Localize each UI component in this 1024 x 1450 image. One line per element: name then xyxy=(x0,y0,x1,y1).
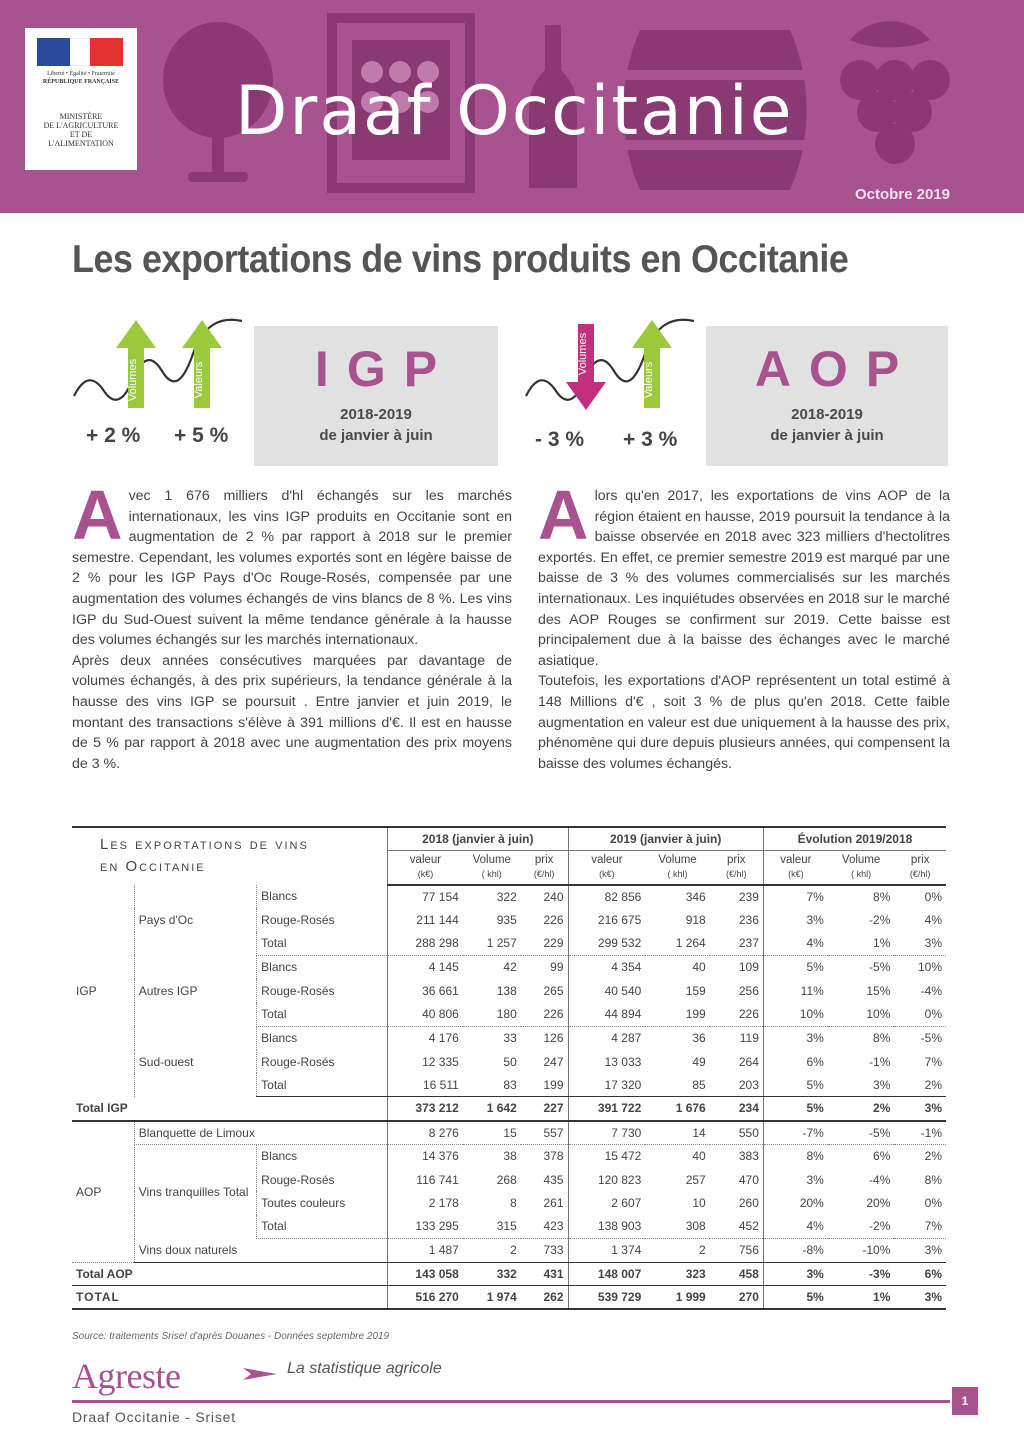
igp-volume-change: + 2 % xyxy=(86,424,141,447)
page-title: Les exportations de vins produits en Occitanie xyxy=(72,238,849,281)
aop-trend-graphic xyxy=(524,318,696,422)
group-2018: 2018 (janvier à juin) xyxy=(388,827,568,851)
footer-divider xyxy=(72,1400,950,1403)
table-row: Rouge-Rosés 116 741 268 435 120 823 257 470 3% -4% 8% xyxy=(72,1168,946,1192)
igp-text-column xyxy=(72,476,512,774)
table-row: Total 40 806 180 226 44 894 199 226 10% 10% 0% xyxy=(72,1003,946,1027)
agreste-tagline: La statistique agricole xyxy=(287,1360,442,1377)
grand-total-row: TOTAL 516 270 1 974 262 539 729 1 999 270 5% 1% 3% xyxy=(72,1286,946,1310)
igp-arrow1-label: Volumes xyxy=(127,358,139,402)
col-header: Volume ( khl) xyxy=(828,851,895,885)
publication-date: Octobre 2019 xyxy=(854,186,950,203)
aop-period-months: de janvier à juin xyxy=(770,427,884,444)
aop-period-year: 2018-2019 xyxy=(791,406,863,423)
aop-label: AOP xyxy=(754,341,918,397)
igp-value-change: + 5 % xyxy=(174,424,229,447)
group-evolution: Évolution 2019/2018 xyxy=(763,827,946,851)
table-row: AOP Blanquette de Limoux 8 276 15 557 7 730 14 550 -7% -5% -1% xyxy=(72,1121,946,1145)
table-row: Vins tranquilles Total Blancs 14 376 38 378 15 472 40 383 8% 6% 2% xyxy=(72,1144,946,1168)
table-row: Toutes couleurs 2 178 8 261 2 607 10 260 20% 20% 0% xyxy=(72,1191,946,1215)
republic-name: RÉPUBLIQUE FRANÇAISE xyxy=(42,79,120,85)
table-row: IGP Pays d'Oc Blancs 77 154 322 240 82 856 346 239 7% 8% 0% xyxy=(72,885,946,909)
table-title: Les exportations de vins en Occitanie xyxy=(72,827,388,885)
col-header: prix (€/hl) xyxy=(894,851,946,885)
aop-paragraph-1: lors qu'en 2017, les exportations de vins AOP de la région étaient en hausse, 2019 poursuit la tendance à la baisse observée en 2018 avec 323 milliers d'hectolitres exportés. En effet, ce premier semestre 2019 est marqué par une baisse de 3 % des volumes commercialisés sur les marchés internationaux. Les inquiétudes observées en 2018 sur le marché des AOP Rouges se confirment sur 2019. Cette baisse est principalement due à la baisse des échanges avec le marché asiatique. xyxy=(538,488,950,669)
subcategory-vins-tranquilles: Vins tranquilles Total xyxy=(134,1144,256,1238)
total-aop-row: Total AOP 143 058 332 431 148 007 323 458 3% -3% 6% xyxy=(72,1262,946,1286)
agreste-arrow-icon xyxy=(243,1366,277,1382)
group-2019: 2019 (janvier à juin) xyxy=(568,827,763,851)
igp-label-box xyxy=(254,326,498,466)
subcategory-pays-oc: Pays d'Oc xyxy=(134,885,256,956)
igp-period-months: de janvier à juin xyxy=(319,427,433,444)
table-row: Rouge-Rosés 36 661 138 265 40 540 159 256 11% 15% -4% xyxy=(72,979,946,1003)
valeurs-up-arrow-icon xyxy=(632,320,672,408)
category-igp: IGP xyxy=(76,983,97,998)
col-header: prix (€/hl) xyxy=(710,851,764,885)
republic-motto: Liberté • Égalité • Fraternité xyxy=(47,71,115,77)
aop-arrow1-label: Volumes xyxy=(577,332,589,376)
marianne-logo xyxy=(37,38,123,66)
aop-dropcap: A xyxy=(538,476,589,554)
table-row: Vins doux naturels 1 487 2 733 1 374 2 756 -8% -10% 3% xyxy=(72,1239,946,1263)
aop-arrow2-label: Valeurs xyxy=(643,361,655,399)
table-row: Sud-ouest Blancs 4 176 33 126 4 287 36 119 3% 8% -5% xyxy=(72,1026,946,1050)
agreste-logo: Agreste xyxy=(72,1356,181,1396)
col-header: Volume ( khl) xyxy=(463,851,521,885)
igp-arrow2-label: Valeurs xyxy=(193,361,205,399)
total-igp-row: Total IGP 373 212 1 642 227 391 722 1 676 234 5% 2% 3% xyxy=(72,1097,946,1121)
igp-dropcap: A xyxy=(72,476,123,554)
subcategory-vins-doux: Vins doux naturels xyxy=(134,1239,387,1263)
igp-paragraph-1: vec 1 676 milliers d'hl échangés sur les marchés internationaux, les vins IGP produits en Occitanie sont en augmentation de 2 % par rapport à 2018 sur le premier semestre. Cependant, les volumes exportés sont en légère baisse de 2 % pour les IGP Pays d'Oc Rouge-Rosés, compensée par une augmentation des volumes échangés de vins blancs de 8 %. Les vins IGP du Sud-Ouest suivent la même tendance générale à la hausse des volumes échangés sur les marchés internationaux. xyxy=(72,488,512,649)
exports-data-table xyxy=(72,826,946,1310)
aop-label-box xyxy=(706,326,948,466)
banner-title: Draaf Occitanie xyxy=(235,72,794,151)
government-logo xyxy=(25,28,137,170)
col-header: valeur (k€) xyxy=(388,851,463,885)
igp-paragraph-2: Après deux années consécutives marquées par davantage de volumes échangés, à des prix supérieurs, la tendance générale à la hausse des vins IGP se poursuit . Entre janvier et juin 2019, le montant des transactions s'élève à 391 millions d'€. Il est en hausse de 5 % par rapport à 2018 avec une augmentation des prix moyens de 3 %. xyxy=(72,652,512,772)
ministry-name: MINISTÈRE DE L'AGRICULTURE ET DE L'ALIMENTATION xyxy=(43,112,119,148)
col-header: valeur (k€) xyxy=(568,851,645,885)
aop-value-change: + 3 % xyxy=(623,428,678,451)
aop-text-column xyxy=(538,476,950,774)
table-row: Rouge-Rosés 12 335 50 247 13 033 49 264 6% -1% 7% xyxy=(72,1050,946,1074)
category-aop: AOP xyxy=(72,1121,134,1263)
page-number: 1 xyxy=(952,1387,978,1415)
footer-organization: Draaf Occitanie - Sriset xyxy=(72,1409,236,1425)
volumes-down-arrow-icon xyxy=(566,324,606,410)
volumes-up-arrow-icon xyxy=(116,320,156,408)
aop-volume-change: - 3 % xyxy=(535,428,585,451)
aop-paragraph-2: Toutefois, les exportations d'AOP représentent un total estimé à 148 Millions d'€ , soit 3 % de plus qu'en 2018. Cette faible augmentation en valeur est due uniquement à la hausse des prix, phénomène qui dure depuis plusieurs années, qui compensent la baisse des volumes échangés. xyxy=(538,673,950,772)
grapes-icon xyxy=(840,21,950,164)
table-row: Autres IGP Blancs 4 145 42 99 4 354 40 109 5% -5% 10% xyxy=(72,955,946,979)
subcategory-sud-ouest: Sud-ouest xyxy=(134,1026,256,1097)
table-row: Rouge-Rosés 211 144 935 226 216 675 918 236 3% -2% 4% xyxy=(72,908,946,932)
header-banner xyxy=(0,0,1024,213)
col-header: Volume ( khl) xyxy=(645,851,709,885)
subcategory-blanquette: Blanquette de Limoux xyxy=(134,1121,387,1145)
igp-trend-graphic xyxy=(72,318,244,422)
col-header: prix (€/hl) xyxy=(521,851,568,885)
subcategory-autres-igp: Autres IGP xyxy=(134,955,256,1026)
igp-label: IGP xyxy=(314,341,456,397)
table-row: Total 16 511 83 199 17 320 85 203 5% 3% 2% xyxy=(72,1073,946,1097)
table-row: Total 288 298 1 257 229 299 532 1 264 237 4% 1% 3% xyxy=(72,932,946,956)
exports-table xyxy=(72,826,946,1310)
table-row: Total 133 295 315 423 138 903 308 452 4% -2% 7% xyxy=(72,1215,946,1239)
table-source: Source: traitements Srise! d'après Douanes - Données septembre 2019 xyxy=(72,1331,390,1342)
igp-period-year: 2018-2019 xyxy=(340,406,412,423)
col-header: valeur (k€) xyxy=(763,851,827,885)
